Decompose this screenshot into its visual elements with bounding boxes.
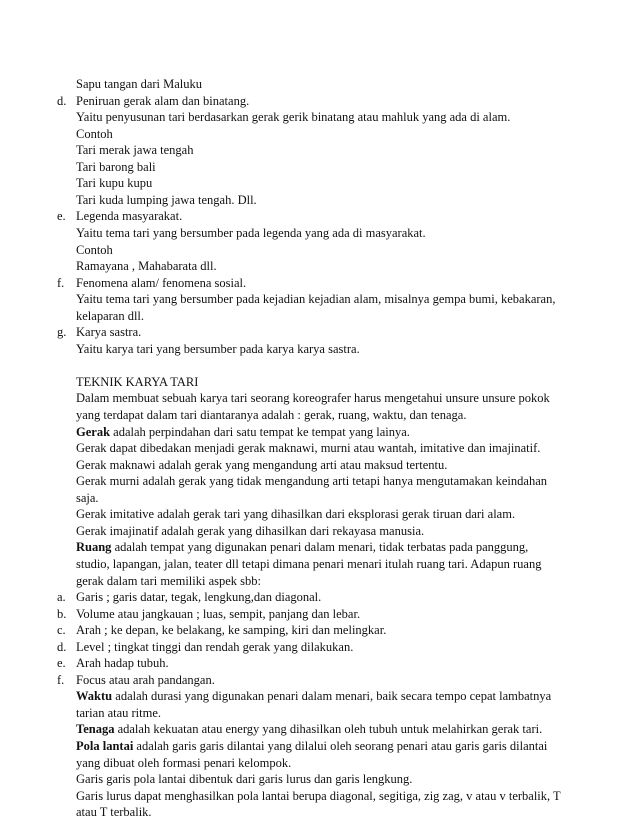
- line-text: kelaparan dll.: [76, 309, 145, 323]
- line-text: TEKNIK KARYA TARI: [76, 375, 199, 389]
- line-text: Volume atau jangkauan ; luas, sempit, panjang dan lebar.: [76, 607, 361, 621]
- line-text: Sapu tangan dari Maluku: [76, 77, 203, 91]
- list-marker: f.: [57, 276, 65, 290]
- line-text: saja.: [76, 491, 99, 505]
- list-marker: e.: [57, 656, 66, 670]
- text-line: [76, 225, 426, 241]
- line-text: tarian atau ritme.: [76, 706, 162, 720]
- line-text: Gerak imajinatif adalah gerak yang dihasilkan dari rekayasa manusia.: [76, 524, 425, 538]
- list-item-text: [76, 655, 169, 671]
- list-marker: b.: [57, 607, 67, 621]
- list-marker: e.: [57, 209, 66, 223]
- text-line: [76, 308, 144, 324]
- term-heading: Tenaga: [76, 722, 115, 736]
- list-item-text: [76, 324, 141, 340]
- text-line: [76, 242, 113, 258]
- list-item-text: [76, 639, 353, 655]
- text-line: [76, 490, 99, 506]
- term-heading: Waktu: [76, 689, 113, 703]
- list-item-text: [76, 208, 182, 224]
- list-item-text: [76, 589, 321, 605]
- line-text: Contoh: [76, 243, 113, 257]
- line-text: Gerak imitative adalah gerak tari yang dihasilkan dari eksplorasi gerak tiruan dari alam.: [76, 507, 516, 521]
- line-text: adalah perpindahan dari satu tempat ke tempat yang lainya.: [110, 425, 410, 439]
- text-line: [76, 804, 152, 820]
- list-marker: c.: [57, 623, 66, 637]
- text-line: [76, 771, 412, 787]
- line-text: Tari merak jawa tengah: [76, 143, 194, 157]
- text-line: [76, 258, 217, 274]
- line-text: Focus atau arah pandangan.: [76, 673, 215, 687]
- list-item-text: [76, 275, 246, 291]
- line-text: Garis ; garis datar, tegak, lengkung,dan diagonal.: [76, 590, 322, 604]
- list-item-text: [76, 622, 386, 638]
- text-line: [76, 424, 410, 440]
- line-text: Gerak maknawi adalah gerak yang mengandung arti atau maksud tertentu.: [76, 458, 448, 472]
- text-line: [76, 721, 542, 737]
- list-marker: f.: [57, 673, 65, 687]
- text-line: [76, 573, 261, 589]
- text-line: [76, 142, 193, 158]
- line-text: Yaitu karya tari yang bersumber pada karya karya sastra.: [76, 342, 360, 356]
- text-line: [76, 407, 466, 423]
- list-marker: a.: [57, 590, 66, 604]
- line-text: Contoh: [76, 127, 113, 141]
- text-line: [76, 755, 291, 771]
- line-text: Yaitu penyusunan tari berdasarkan gerak gerik binatang atau mahluk yang ada di alam.: [76, 110, 511, 124]
- text-line: [76, 788, 561, 804]
- text-line: [76, 556, 541, 572]
- line-text: Tari kuda lumping jawa tengah. Dll.: [76, 193, 257, 207]
- line-text: Tari kupu kupu: [76, 176, 153, 190]
- line-text: Level ; tingkat tinggi dan rendah gerak yang dilakukan.: [76, 640, 354, 654]
- term-heading: Pola lantai: [76, 739, 134, 753]
- text-line: [76, 126, 113, 142]
- line-text: Garis garis pola lantai dibentuk dari garis lurus dan garis lengkung.: [76, 772, 413, 786]
- line-text: Peniruan gerak alam dan binatang.: [76, 94, 250, 108]
- text-line: [76, 440, 540, 456]
- text-line: [76, 76, 202, 92]
- line-text: adalah garis garis dilantai yang dilalui oleh seorang penari atau garis garis dilantai: [133, 739, 548, 753]
- line-text: Gerak murni adalah gerak yang tidak mengandung arti tetapi hanya mengutamakan keindahan: [76, 474, 548, 488]
- text-line: [76, 523, 424, 539]
- text-line: [76, 291, 555, 307]
- line-text: yang terdapat dalam tari diantaranya adalah : gerak, ruang, waktu, dan tenaga.: [76, 408, 467, 422]
- list-marker: d.: [57, 94, 67, 108]
- list-item-text: [76, 93, 249, 109]
- term-heading: Ruang: [76, 540, 112, 554]
- text-line: [76, 705, 161, 721]
- line-text: Garis lurus dapat menghasilkan pola lantai berupa diagonal, segitiga, zig zag, v atau v terbalik, T: [76, 789, 561, 803]
- list-item-text: [76, 606, 360, 622]
- text-line: [76, 688, 551, 704]
- list-item-text: [76, 672, 215, 688]
- text-line: [76, 175, 152, 191]
- line-text: Dalam membuat sebuah karya tari seorang koreografer harus mengetahui unsure unsure pokok: [76, 391, 550, 405]
- line-text: gerak dalam tari memiliki aspek sbb:: [76, 574, 262, 588]
- text-line: [76, 539, 528, 555]
- line-text: Ramayana , Mahabarata dll.: [76, 259, 217, 273]
- line-text: Legenda masyarakat.: [76, 209, 183, 223]
- line-text: studio, lapangan, jalan, teater dll tetapi dimana penari menari itulah ruang tari. Adapun ruang: [76, 557, 542, 571]
- list-marker: g.: [57, 325, 67, 339]
- line-text: adalah durasi yang digunakan penari dalam menari, baik secara tempo cepat lambatnya: [112, 689, 552, 703]
- line-text: atau T terbalik.: [76, 805, 152, 819]
- text-line: [76, 457, 447, 473]
- line-text: adalah kekuatan atau energy yang dihasilkan oleh tubuh untuk melahirkan gerak tari.: [114, 722, 543, 736]
- text-line: [76, 473, 547, 489]
- term-heading: Gerak: [76, 425, 111, 439]
- line-text: Yaitu tema tari yang bersumber pada legenda yang ada di masyarakat.: [76, 226, 426, 240]
- text-line: [76, 159, 156, 175]
- line-text: adalah tempat yang digunakan penari dalam menari, tidak terbatas pada panggung,: [111, 540, 529, 554]
- line-text: Gerak dapat dibedakan menjadi gerak maknawi, murni atau wantah, imitative dan imajinatif.: [76, 441, 541, 455]
- line-text: Karya sastra.: [76, 325, 142, 339]
- line-text: Arah ; ke depan, ke belakang, ke samping, kiri dan melingkar.: [76, 623, 387, 637]
- line-text: Tari barong bali: [76, 160, 156, 174]
- text-line: [76, 738, 547, 754]
- text-line: [76, 192, 257, 208]
- text-line: [76, 390, 550, 406]
- line-text: Arah hadap tubuh.: [76, 656, 169, 670]
- line-text: yang dibuat oleh formasi penari kelompok.: [76, 756, 292, 770]
- line-text: Fenomena alam/ fenomena sosial.: [76, 276, 247, 290]
- text-line: [76, 341, 360, 357]
- text-line: [76, 374, 198, 390]
- text-line: [76, 506, 515, 522]
- list-marker: d.: [57, 640, 67, 654]
- text-line: [76, 109, 510, 125]
- line-text: Yaitu tema tari yang bersumber pada kejadian kejadian alam, misalnya gempa bumi, kebakaran,: [76, 292, 556, 306]
